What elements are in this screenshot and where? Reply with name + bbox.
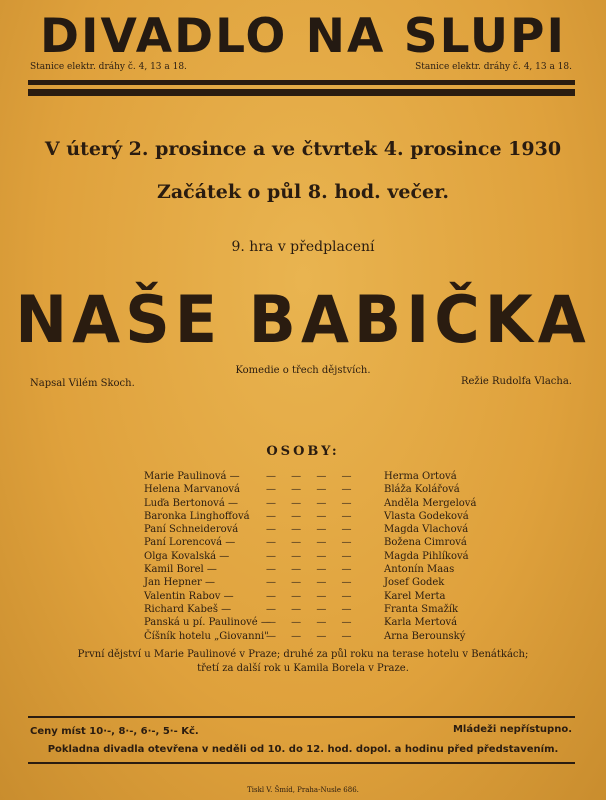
cast-row [144,523,484,536]
cast-dash-separator: — — — — [266,524,358,536]
cast-dash-separator: — — — — [266,471,358,482]
printer-credit: Tiskl V. Šmíd, Praha-Nusle 686. [247,786,359,794]
cast-row [144,483,484,496]
cast-row [144,536,484,549]
cast-dash-separator: — — — — [266,617,358,629]
cast-role [144,510,374,523]
cast-role [144,470,374,483]
cast-role [144,590,374,603]
genre: Komedie o třech dějstvích. [235,365,371,376]
ticket-prices: Ceny míst 10·-, 8·-, 6·-, 5·- Kč. [30,726,199,737]
cast-role-name: Richard Kabeš — [144,603,232,615]
header-divider [28,80,575,85]
cast-row [144,563,484,576]
cast-role-name: Paní Lorencová — [144,537,236,549]
cast-dash-separator: — — — — [266,510,358,522]
cast-actor: Magda Pihlíková [384,550,469,562]
cast-actor: Karla Mertová [384,617,458,629]
cast-role [144,497,374,510]
cast-row [144,470,484,483]
cast-role-name: Jan Hepner — [144,577,215,589]
cast-dash-separator: — — — — [266,497,358,509]
scene-note-line: třetí za další rok u Kamila Borela v Praze. [197,663,409,674]
cast-role-name: Valentin Rabov — [144,590,234,602]
author: Napsal Vilém Skoch. [30,378,135,389]
cast-dash-separator: — — — — [266,550,358,562]
cast-role [144,483,374,496]
cast-row [144,550,484,563]
cast-role-name: Kamil Borel — [144,564,217,576]
cast-dash-separator: — — — — [266,484,358,496]
performance-dates: V úterý 2. prosince a ve čtvrtek 4. prosince 1930 [44,138,562,160]
cast-row [144,603,484,616]
director: Režie Rudolfa Vlacha. [460,376,572,387]
theatre-name: DIVADLO NA SLUPI [40,9,566,64]
footer-divider-top [28,716,575,718]
box-office-hours: Pokladna divadla otevřena v neděli od 10. do 12. hod. dopol. a hodinu před představením. [47,744,559,755]
cast-role [144,563,374,576]
cast-actor: Herma Ortová [384,471,457,482]
cast-dash-separator: — — — — [266,590,358,602]
cast-role [144,523,374,536]
footer-divider-bottom [28,762,575,764]
tram-info-left: Stanice elektr. dráhy č. 4, 13 a 18. [30,62,187,72]
cast-actor: Karel Merta [384,590,446,602]
cast-row [144,510,484,523]
cast-role [144,576,374,589]
cast-actor: Antonín Maas [384,564,455,576]
cast-dash-separator: — — — — [266,630,358,642]
cast-role [144,550,374,563]
cast-row [144,616,484,629]
cast-dash-separator: — — — — [266,564,358,576]
cast-role-name: Olga Kovalská — [144,550,230,562]
cast-role-name: Panská u pí. Paulinové — [144,617,271,629]
cast-actor: Vlasta Godeková [384,510,469,522]
cast-role-name: Číšník hotelu „Giovanni" [144,630,269,642]
cast-row [144,590,484,603]
cast-role [144,616,374,629]
cast-role [144,630,374,643]
season-note: 9. hra v předplacení [231,239,375,255]
cast-actor: Josef Godek [384,577,445,589]
cast-actor: Božena Cimrová [384,537,467,549]
cast-dash-separator: — — — — [266,537,358,549]
cast-dash-separator: — — — — [266,577,358,589]
start-time: Začátek o půl 8. hod. večer. [156,181,450,203]
cast-row [144,497,484,510]
scene-note [60,648,546,676]
scene-note-line: První dějství u Marie Paulinové v Praze; druhé za půl roku na terase hotelu v Benátkách; [77,649,529,660]
cast-role-name: Baronka Linghoffová [144,510,250,522]
cast-actor: Bláža Kolářová [384,484,460,496]
cast-role-name: Marie Paulinová — [144,471,240,482]
cast-role-name: Paní Schneiderová [144,524,239,536]
play-title: NAŠE BABIČKA [15,281,591,358]
cast-role [144,536,374,549]
cast-row [144,630,484,643]
cast-actor: Anděla Mergelová [384,497,477,509]
cast-role-name: Helena Marvanová [144,484,241,496]
tram-info-right: Stanice elektr. dráhy č. 4, 13 a 18. [415,62,572,72]
cast-list [144,470,484,643]
cast-heading: OSOBY: [266,444,340,459]
header-divider-bold [28,89,575,96]
cast-actor: Magda Vlachová [384,524,469,536]
cast-dash-separator: — — — — [266,603,358,615]
cast-actor: Franta Smažík [384,603,459,615]
cast-role [144,603,374,616]
cast-row [144,576,484,589]
cast-role-name: Luďa Bertonová — [144,497,238,509]
cast-actor: Arna Berounský [384,630,466,642]
age-restriction: Mládeži nepřístupno. [452,724,572,735]
